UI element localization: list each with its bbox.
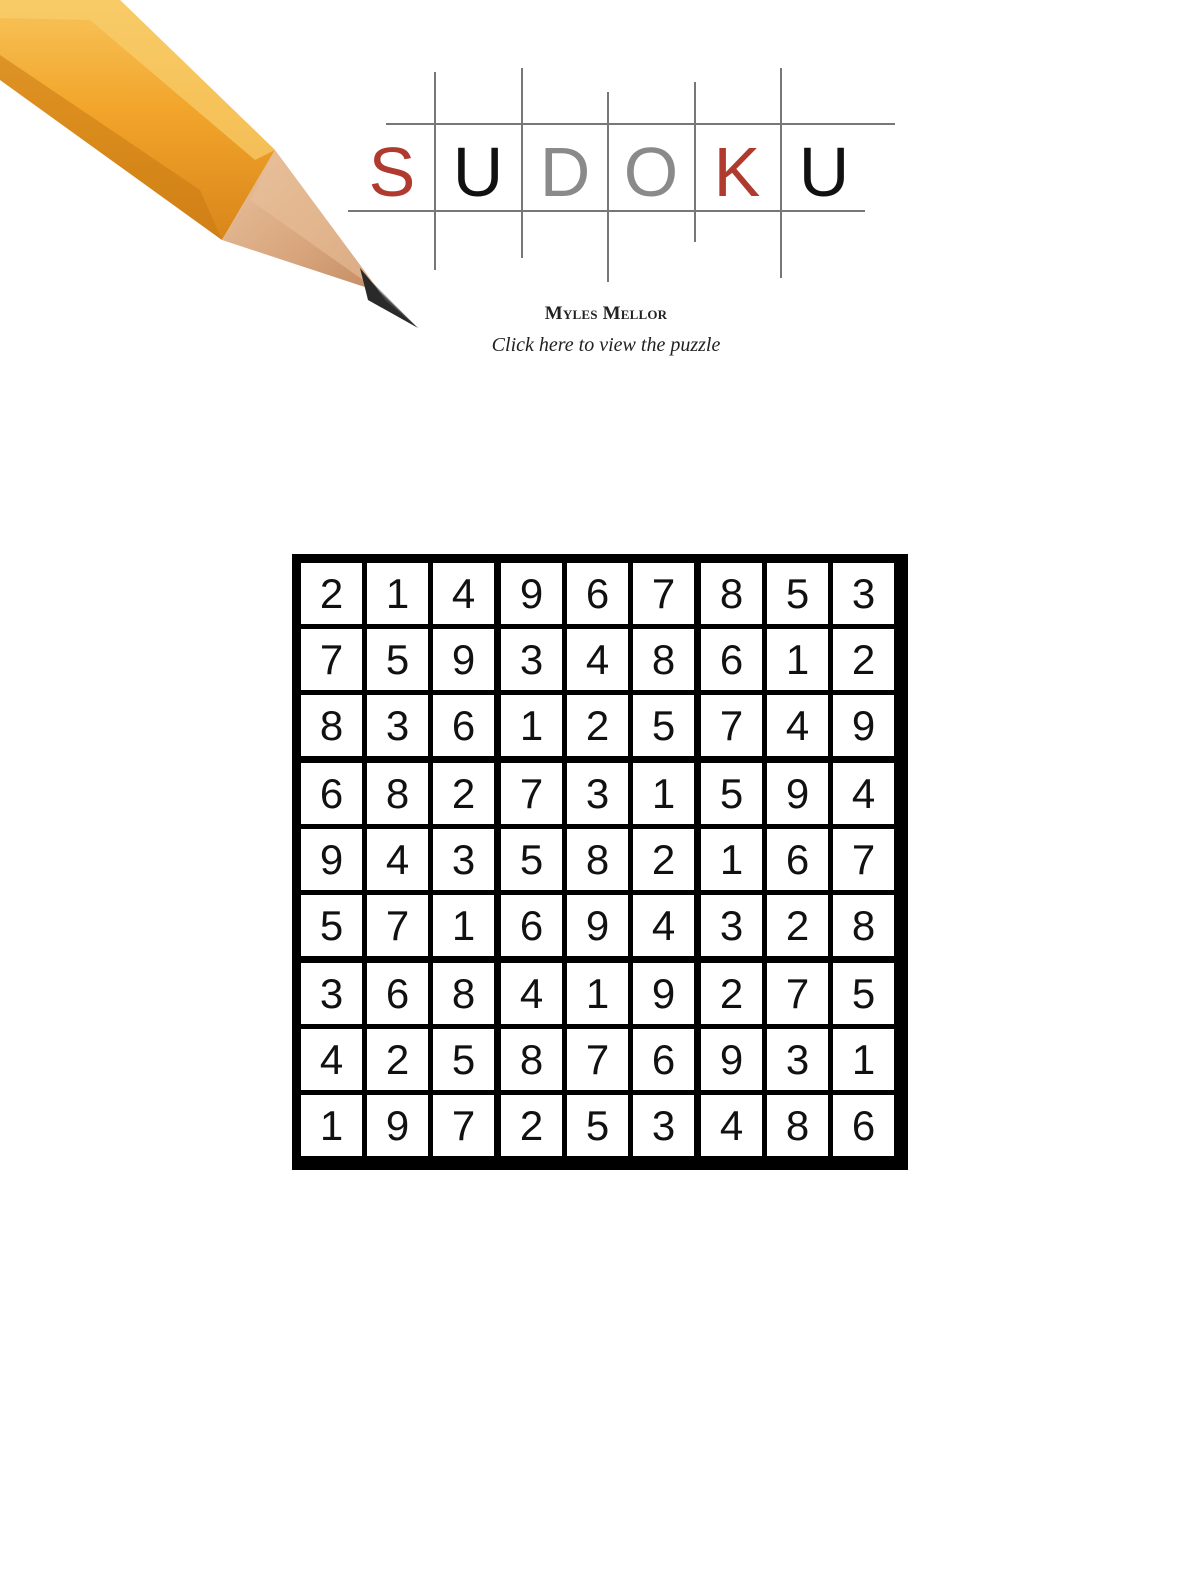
sudoku-cell: 5 <box>433 1029 494 1090</box>
sudoku-cell: 7 <box>501 763 562 824</box>
sudoku-cell: 3 <box>701 895 762 956</box>
sudoku-cell: 9 <box>633 963 694 1024</box>
sudoku-cell: 7 <box>701 695 762 756</box>
sudoku-cell: 3 <box>567 763 628 824</box>
sudoku-cell: 8 <box>767 1095 828 1156</box>
sudoku-cell: 7 <box>833 829 894 890</box>
sudoku-cell: 2 <box>501 1095 562 1156</box>
sudoku-cell: 4 <box>833 763 894 824</box>
logo-letter-d: D <box>539 133 591 211</box>
sudoku-cell: 2 <box>833 629 894 690</box>
sudoku-cell: 5 <box>833 963 894 1024</box>
sudoku-cell: 6 <box>767 829 828 890</box>
sudoku-cell: 5 <box>301 895 362 956</box>
sudoku-cell: 3 <box>767 1029 828 1090</box>
sudoku-cell: 8 <box>367 763 428 824</box>
sudoku-cell: 5 <box>767 563 828 624</box>
sudoku-cell: 2 <box>767 895 828 956</box>
sudoku-cell: 9 <box>767 763 828 824</box>
logo-letter-u2: U <box>798 133 850 211</box>
sudoku-cell: 4 <box>433 563 494 624</box>
sudoku-cell: 2 <box>633 829 694 890</box>
sudoku-cell: 7 <box>633 563 694 624</box>
sudoku-logo <box>340 60 910 290</box>
sudoku-cell: 8 <box>701 563 762 624</box>
sudoku-cell: 5 <box>501 829 562 890</box>
sudoku-cell: 2 <box>567 695 628 756</box>
logo-letter-u: U <box>452 133 504 211</box>
sudoku-cell: 5 <box>633 695 694 756</box>
sudoku-cell: 3 <box>367 695 428 756</box>
sudoku-cell: 7 <box>767 963 828 1024</box>
sudoku-cell: 4 <box>367 829 428 890</box>
sudoku-cell: 6 <box>701 629 762 690</box>
sudoku-cell: 4 <box>633 895 694 956</box>
sudoku-cell: 8 <box>567 829 628 890</box>
sudoku-cell: 7 <box>367 895 428 956</box>
sudoku-cell: 1 <box>767 629 828 690</box>
sudoku-cell: 4 <box>567 629 628 690</box>
sudoku-cell: 1 <box>701 829 762 890</box>
sudoku-cell: 4 <box>501 963 562 1024</box>
sudoku-cell: 1 <box>301 1095 362 1156</box>
sudoku-cell: 1 <box>367 563 428 624</box>
sudoku-cell: 1 <box>633 763 694 824</box>
sudoku-cell: 7 <box>567 1029 628 1090</box>
sudoku-cell: 7 <box>301 629 362 690</box>
sudoku-cell: 6 <box>301 763 362 824</box>
author-byline: Myles Mellor <box>544 303 668 324</box>
sudoku-cell: 3 <box>501 629 562 690</box>
sudoku-cell: 8 <box>833 895 894 956</box>
sudoku-cell: 6 <box>501 895 562 956</box>
sudoku-cell: 9 <box>567 895 628 956</box>
sudoku-cell: 7 <box>433 1095 494 1156</box>
sudoku-cell: 8 <box>633 629 694 690</box>
logo-letter-s: S <box>368 133 416 211</box>
logo-letter-k: K <box>713 133 761 211</box>
sudoku-cell: 3 <box>633 1095 694 1156</box>
sudoku-cell: 1 <box>567 963 628 1024</box>
sudoku-cell: 5 <box>567 1095 628 1156</box>
sudoku-cell: 8 <box>501 1029 562 1090</box>
sudoku-cell: 6 <box>433 695 494 756</box>
sudoku-cell: 2 <box>301 563 362 624</box>
view-puzzle-link[interactable]: Click here to view the puzzle <box>491 334 721 356</box>
sudoku-cell: 9 <box>701 1029 762 1090</box>
sudoku-cell: 1 <box>501 695 562 756</box>
sudoku-cell: 3 <box>301 963 362 1024</box>
sudoku-cell: 1 <box>833 1029 894 1090</box>
sudoku-cell: 2 <box>433 763 494 824</box>
sudoku-cell: 3 <box>433 829 494 890</box>
sudoku-cell: 6 <box>367 963 428 1024</box>
sudoku-cell: 9 <box>501 563 562 624</box>
sudoku-grid <box>292 554 908 1170</box>
sudoku-cell: 4 <box>767 695 828 756</box>
sudoku-cell: 5 <box>701 763 762 824</box>
sudoku-cell: 9 <box>433 629 494 690</box>
sudoku-cell: 6 <box>567 563 628 624</box>
sudoku-cell: 4 <box>301 1029 362 1090</box>
sudoku-cell: 2 <box>701 963 762 1024</box>
sudoku-cell: 9 <box>833 695 894 756</box>
sudoku-cell: 8 <box>433 963 494 1024</box>
sudoku-cell: 3 <box>833 563 894 624</box>
sudoku-cell: 6 <box>833 1095 894 1156</box>
logo-letter-o: O <box>623 133 679 211</box>
sudoku-cell: 8 <box>301 695 362 756</box>
sudoku-cell: 9 <box>367 1095 428 1156</box>
sudoku-cell: 1 <box>433 895 494 956</box>
sudoku-cell: 6 <box>633 1029 694 1090</box>
sudoku-cell: 9 <box>301 829 362 890</box>
sudoku-cell: 4 <box>701 1095 762 1156</box>
sudoku-cell: 2 <box>367 1029 428 1090</box>
sudoku-cell: 5 <box>367 629 428 690</box>
